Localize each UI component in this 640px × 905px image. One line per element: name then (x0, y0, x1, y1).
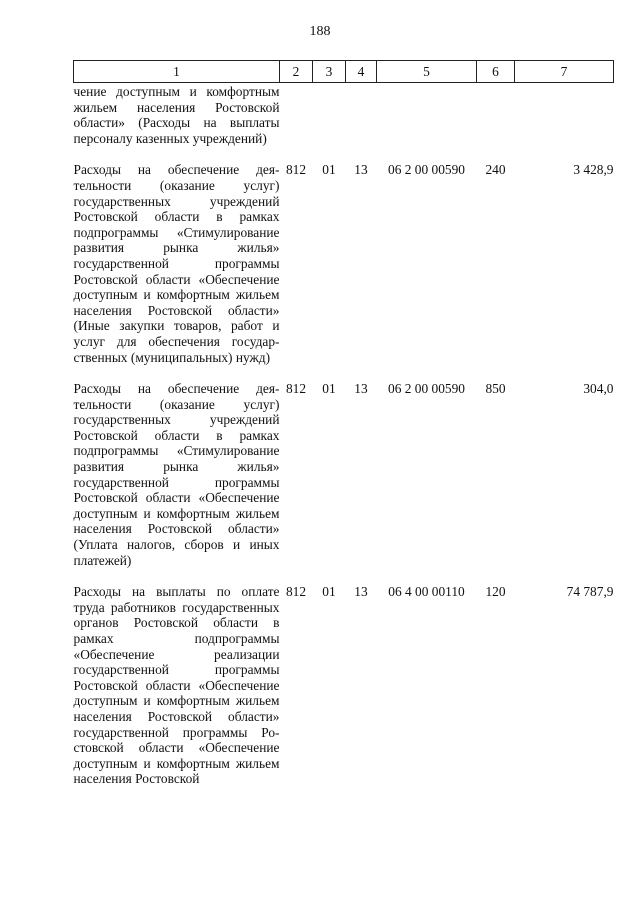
column-header-4: 4 (346, 61, 377, 83)
row-subsection-code: 13 (354, 381, 368, 397)
row-subsection-code: 13 (354, 162, 368, 178)
row-ministry-code: 812 (285, 584, 307, 600)
column-header-2: 2 (280, 61, 313, 83)
budget-table (73, 60, 614, 800)
column-header-3: 3 (313, 61, 346, 83)
row-section-code (313, 83, 346, 160)
row-target-code: 06 2 00 00590 (388, 381, 465, 397)
row-subsection-code: 13 (354, 584, 368, 600)
row-target-code: 06 4 00 00110 (388, 584, 465, 600)
row-expense-type: 120 (485, 584, 506, 600)
table-header-row (74, 61, 614, 83)
row-target-code: 06 2 00 00590 (388, 162, 465, 178)
row-target-code (377, 83, 477, 160)
row-section-code: 01 (322, 162, 336, 178)
table-row (74, 378, 614, 581)
row-amount: 3 428,9 (573, 162, 614, 178)
table-row (74, 159, 614, 378)
column-header-6: 6 (477, 61, 515, 83)
row-ministry-code: 812 (285, 381, 307, 397)
row-ministry-code (280, 83, 313, 160)
row-expense-type: 240 (485, 162, 506, 178)
row-section-code: 01 (322, 584, 336, 600)
row-expense-type (477, 83, 515, 160)
row-description: Расходы на обеспечение деятельности (оказание услуг) государственных учреждений Ростовской области в рамках подпрограммы «Стимулирование развития рынка жилья» государственной программы Ростовской области «Обеспечение доступным и комфортным жильем населения Ростовской области» (Уплата налогов, сборов и иных платежей) (73, 381, 280, 568)
page-number: 188 (309, 24, 331, 39)
row-expense-type: 850 (485, 381, 506, 397)
table-row (74, 83, 614, 160)
row-amount: 304,0 (583, 381, 614, 397)
column-header-7: 7 (515, 61, 614, 83)
table-row (74, 581, 614, 800)
row-ministry-code: 812 (285, 162, 307, 178)
row-subsection-code (346, 83, 377, 160)
row-description: чение доступным и комфортным жильем населения Ростовской области» (Расходы на выплаты персоналу казенных учреждений) (73, 84, 280, 146)
row-amount: 74 787,9 (566, 584, 614, 600)
row-description: Расходы на обеспечение деятельности (оказание услуг) государственных учреждений Ростовской области в рамках подпрограммы «Стимулирование развития рынка жилья» государственной программы Ростовской области «Обеспечение доступным и комфортным жильем населения Ростовской области» (Иные закупки товаров, работ и услуг для обеспечения государственных (муниципальных) нужд) (73, 162, 280, 365)
row-amount (515, 83, 614, 160)
row-section-code: 01 (322, 381, 336, 397)
row-description: Расходы на выплаты по оплате труда работников государственных органов Ростовской области в рамках подпрограммы «Обеспечение реализации государственной программы Ростовской области «Обеспечение доступным и комфортным жильем населения Ростовской области» государственной программы Ростовской области «Обеспечение доступным и комфортным жильем населения Ростовской (73, 584, 280, 787)
column-header-5: 5 (377, 61, 477, 83)
column-header-1: 1 (74, 61, 280, 83)
